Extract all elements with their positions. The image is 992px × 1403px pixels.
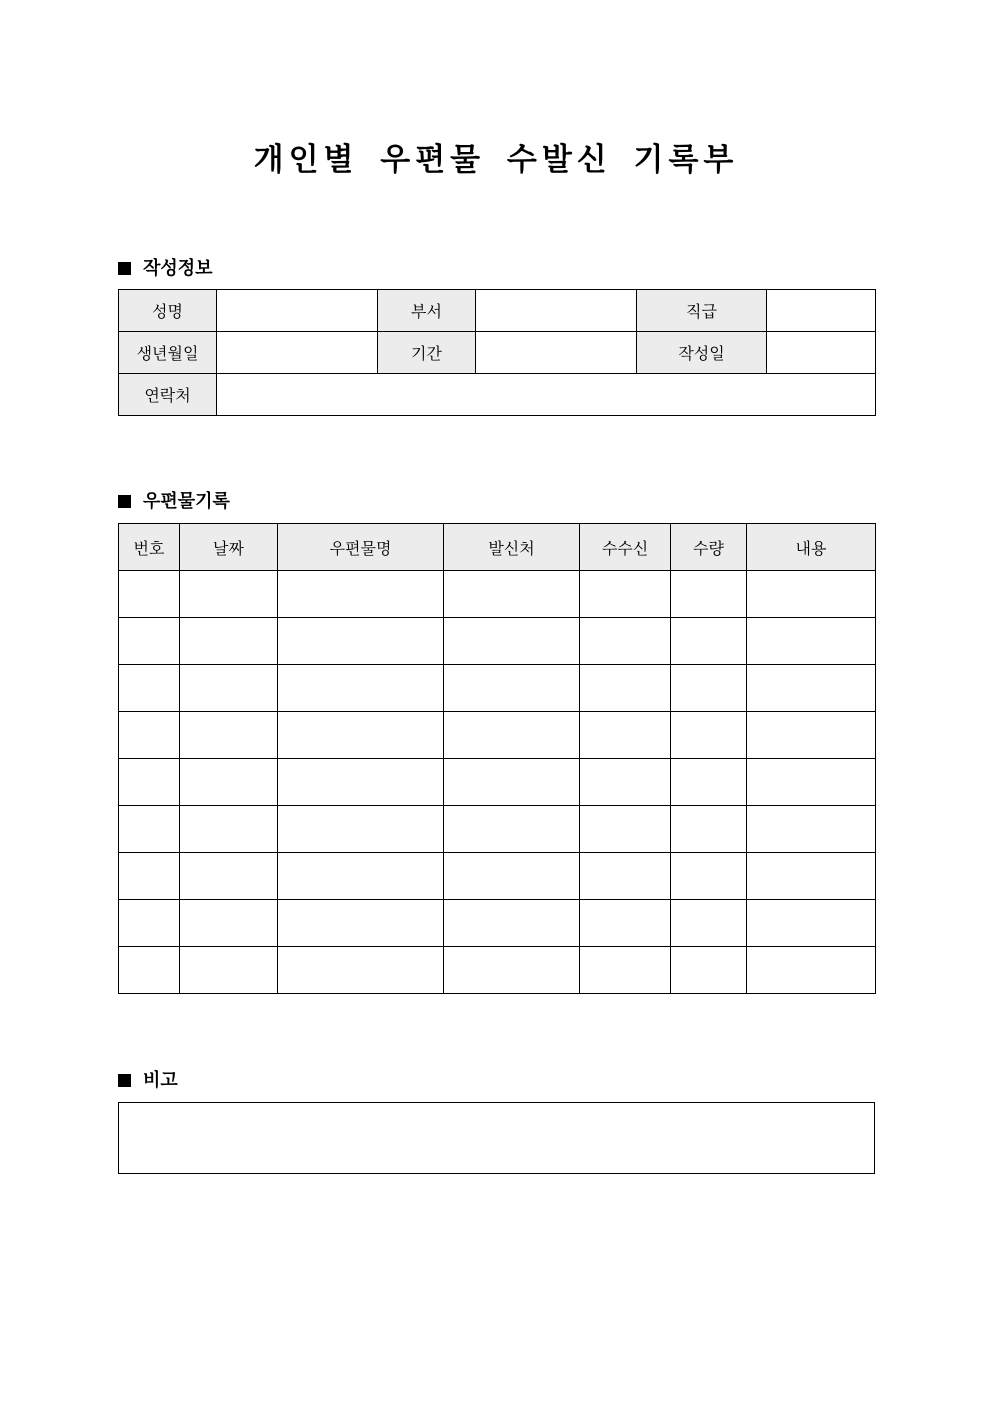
table-cell[interactable] — [278, 712, 444, 759]
table-cell[interactable] — [180, 853, 278, 900]
table-cell[interactable] — [580, 571, 671, 618]
table-cell[interactable] — [278, 806, 444, 853]
table-cell[interactable] — [671, 759, 747, 806]
table-cell[interactable] — [580, 665, 671, 712]
square-bullet-icon — [118, 1074, 131, 1087]
table-cell[interactable] — [119, 712, 180, 759]
table-cell[interactable] — [580, 806, 671, 853]
table-cell[interactable] — [580, 853, 671, 900]
table-cell[interactable] — [671, 571, 747, 618]
table-cell[interactable] — [180, 712, 278, 759]
label-contact: 연락처 — [119, 374, 217, 416]
table-cell[interactable] — [180, 900, 278, 947]
table-cell[interactable] — [180, 759, 278, 806]
label-period: 기간 — [378, 332, 476, 374]
table-cell[interactable] — [444, 712, 580, 759]
table-cell[interactable] — [671, 806, 747, 853]
column-header-date: 날짜 — [180, 524, 278, 571]
table-cell[interactable] — [180, 618, 278, 665]
info-table — [118, 289, 876, 416]
table-cell[interactable] — [180, 571, 278, 618]
table-cell[interactable] — [119, 806, 180, 853]
table-cell[interactable] — [747, 665, 876, 712]
table-cell[interactable] — [444, 900, 580, 947]
section-heading-log-text: 우편물기록 — [143, 491, 230, 512]
table-cell[interactable] — [671, 665, 747, 712]
field-contact[interactable] — [217, 374, 876, 416]
table-row — [119, 900, 876, 947]
table-cell[interactable] — [747, 618, 876, 665]
label-department: 부서 — [378, 290, 476, 332]
table-cell[interactable] — [747, 712, 876, 759]
info-row — [119, 290, 876, 332]
table-cell[interactable] — [747, 806, 876, 853]
square-bullet-icon — [118, 262, 131, 275]
table-cell[interactable] — [180, 665, 278, 712]
table-row — [119, 947, 876, 994]
section-heading-info-text: 작성정보 — [143, 258, 213, 279]
info-row — [119, 332, 876, 374]
section-heading-remarks-text: 비고 — [143, 1070, 178, 1091]
table-cell[interactable] — [278, 900, 444, 947]
table-cell[interactable] — [580, 900, 671, 947]
table-cell[interactable] — [278, 571, 444, 618]
column-header-mail-name: 우편물명 — [278, 524, 444, 571]
table-cell[interactable] — [444, 759, 580, 806]
field-department[interactable] — [476, 290, 637, 332]
table-cell[interactable] — [444, 571, 580, 618]
table-header-row — [119, 524, 876, 571]
table-cell[interactable] — [444, 806, 580, 853]
table-cell[interactable] — [580, 947, 671, 994]
mail-log-table — [118, 523, 876, 994]
field-period[interactable] — [476, 332, 637, 374]
table-cell[interactable] — [671, 947, 747, 994]
table-row — [119, 759, 876, 806]
column-header-quantity: 수량 — [671, 524, 747, 571]
label-position: 직급 — [637, 290, 767, 332]
table-row — [119, 853, 876, 900]
table-cell[interactable] — [444, 947, 580, 994]
table-cell[interactable] — [671, 853, 747, 900]
section-heading-remarks — [118, 1066, 178, 1092]
column-header-sender: 발신처 — [444, 524, 580, 571]
mail-log-body — [119, 571, 876, 994]
table-cell[interactable] — [119, 759, 180, 806]
table-cell[interactable] — [747, 571, 876, 618]
label-name: 성명 — [119, 290, 217, 332]
table-cell[interactable] — [671, 712, 747, 759]
table-cell[interactable] — [119, 900, 180, 947]
field-birthdate[interactable] — [217, 332, 378, 374]
label-written-date: 작성일 — [637, 332, 767, 374]
column-header-send-receive: 수수신 — [580, 524, 671, 571]
table-cell[interactable] — [671, 900, 747, 947]
column-header-content: 내용 — [747, 524, 876, 571]
section-heading-log — [118, 487, 230, 513]
section-heading-info — [118, 254, 213, 280]
table-cell[interactable] — [119, 665, 180, 712]
table-cell[interactable] — [671, 618, 747, 665]
table-row — [119, 806, 876, 853]
column-header-number: 번호 — [119, 524, 180, 571]
table-cell[interactable] — [119, 618, 180, 665]
table-cell[interactable] — [580, 618, 671, 665]
table-cell[interactable] — [278, 618, 444, 665]
table-row — [119, 571, 876, 618]
table-cell[interactable] — [444, 618, 580, 665]
table-cell[interactable] — [580, 712, 671, 759]
table-cell[interactable] — [180, 947, 278, 994]
field-name[interactable] — [217, 290, 378, 332]
table-cell[interactable] — [444, 665, 580, 712]
table-row — [119, 665, 876, 712]
table-cell[interactable] — [278, 759, 444, 806]
table-cell[interactable] — [747, 853, 876, 900]
table-cell[interactable] — [180, 806, 278, 853]
info-row — [119, 374, 876, 416]
table-cell[interactable] — [747, 947, 876, 994]
table-cell[interactable] — [119, 571, 180, 618]
table-cell[interactable] — [278, 853, 444, 900]
table-cell[interactable] — [278, 665, 444, 712]
table-cell[interactable] — [119, 947, 180, 994]
remarks-field[interactable] — [118, 1102, 875, 1174]
table-cell[interactable] — [747, 759, 876, 806]
table-row — [119, 618, 876, 665]
field-position[interactable] — [767, 290, 876, 332]
field-written-date[interactable] — [767, 332, 876, 374]
table-cell[interactable] — [119, 853, 180, 900]
table-cell[interactable] — [444, 853, 580, 900]
table-cell[interactable] — [580, 759, 671, 806]
square-bullet-icon — [118, 495, 131, 508]
table-cell[interactable] — [747, 900, 876, 947]
table-cell[interactable] — [278, 947, 444, 994]
label-birthdate: 생년월일 — [119, 332, 217, 374]
table-row — [119, 712, 876, 759]
document-title: 개인별 우편물 수발신 기록부 — [253, 142, 739, 178]
